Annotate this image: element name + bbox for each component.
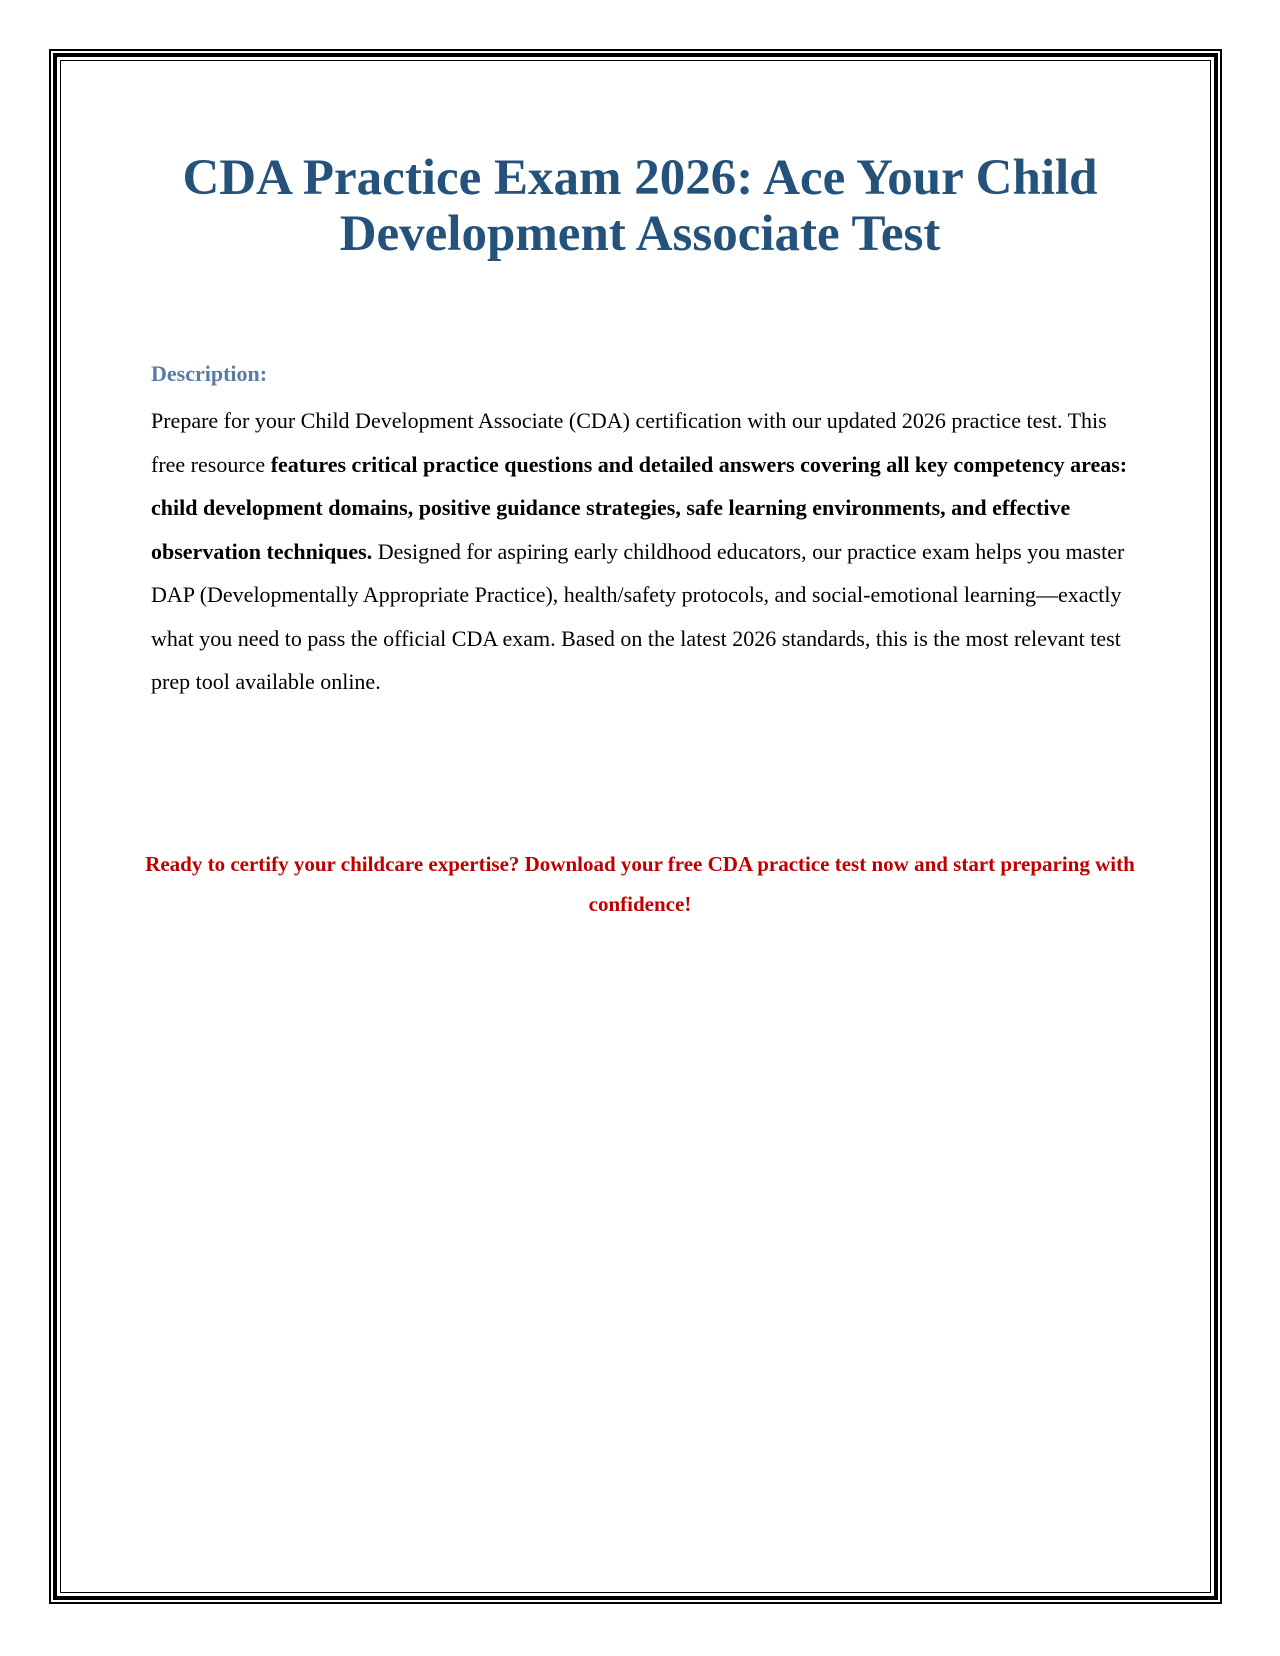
description-body: [151, 399, 1131, 704]
description-label: Description:: [151, 361, 268, 386]
description-intro: Prepare for your Child Development Associate (CDA) certification with our updated 2026 practice test. This free resource: [151, 408, 1107, 477]
description-outro: Designed for aspiring early childhood educators, our practice exam helps you master DAP (Developmentally Appropriate Practice), health/safety protocols, and social-emotional learning—exactly what you need to pass the official CDA exam. Based on the latest 2026 standards, this is the most relevant test prep tool available online.: [151, 538, 1125, 694]
description-emphasis: features critical practice questions and detailed answers covering all key competency areas: child development domains, positive guidance strategies, safe learning environments, and effective observation techniques.: [151, 451, 1128, 564]
call-to-action: Ready to certify your childcare expertise? Download your free CDA practice test now and start preparing with confidence!: [145, 852, 1135, 916]
document-title: CDA Practice Exam 2026: Ace Your Child Development Associate Test: [182, 150, 1098, 262]
page-border-inner: [60, 60, 1211, 1593]
